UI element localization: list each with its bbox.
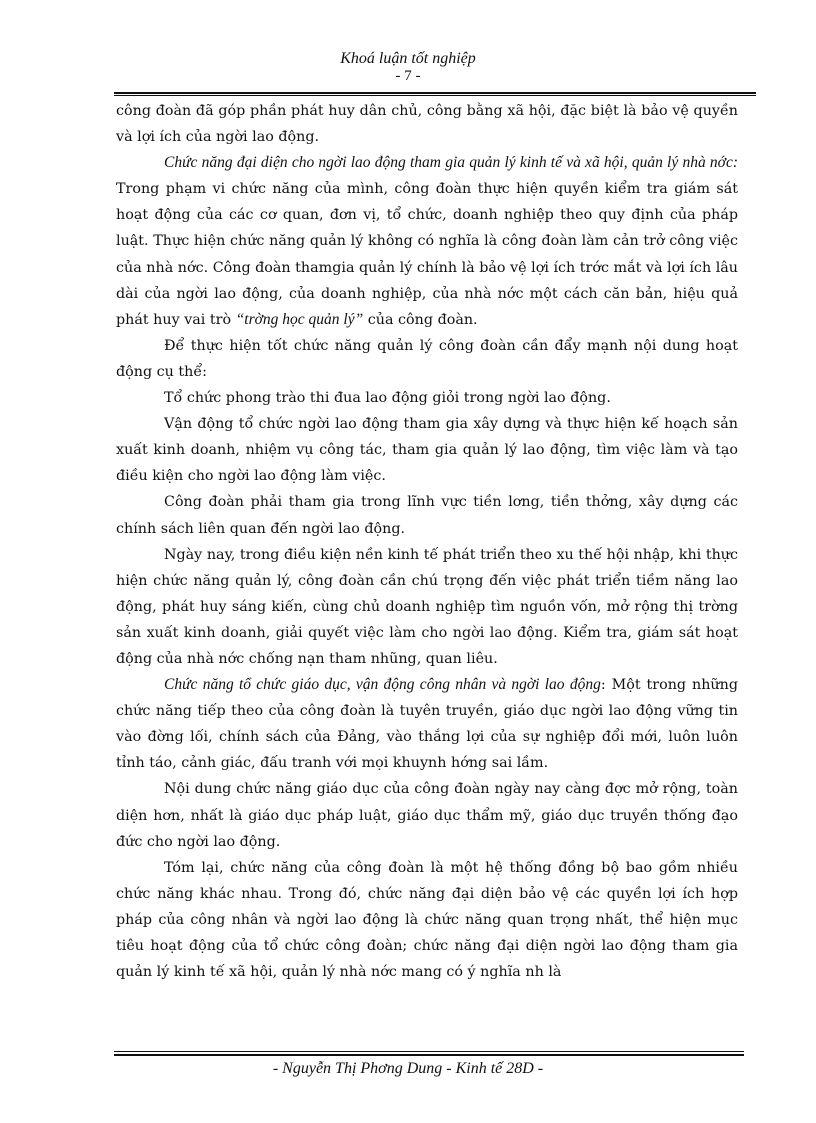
document-body <box>116 98 738 985</box>
footer-rule <box>114 1051 744 1056</box>
page-header-title: Khoá luận tốt nghiệp <box>340 50 476 67</box>
paragraph-text: Ngày nay, trong điều kiện nền kinh tế phát triển theo xu thế hội nhập, khi thực hiện chức năng quản lý, công đoàn cần chú trọng đến việc phát triển tiềm năng lao động, phát huy sáng kiến, cùng chủ doanh nghiệp tìm nguồn vốn, mở rộng thị trờng sản xuất kinh doanh, giải quyết việc làm cho ngời lao động. Kiểm tra, giám sát hoạt động của nhà nớc chống nạn tham nhũng, quan liêu. <box>116 546 738 667</box>
paragraph-text: Tổ chức phong trào thi đua lao động giỏi trong ngời lao động. <box>164 390 611 407</box>
paragraph <box>116 411 738 489</box>
paragraph-text: Vận động tổ chức ngời lao động tham gia xây dựng và thực hiện kế hoạch sản xuất kinh doanh, nhiệm vụ công tác, tham gia quản lý lao động, tìm việc làm và tạo điều kiện cho ngời lao động làm việc. <box>116 416 738 485</box>
paragraph <box>116 855 738 985</box>
paragraph <box>116 333 738 385</box>
paragraph <box>116 385 738 411</box>
paragraph <box>116 98 738 150</box>
header-rule <box>114 92 756 96</box>
paragraph-text: Nội dung chức năng giáo dục của công đoàn ngày nay càng đợc mở rộng, toàn diện hơn, nhất là giáo dục pháp luật, giáo dục thẩm mỹ, giáo dục truyền thống đạo đức cho ngời lao động. <box>116 781 738 850</box>
italic-quote: “trờng học quản lý” <box>235 310 364 328</box>
paragraph-text: của công đoàn. <box>363 311 478 328</box>
italic-lead: Chức năng đại diện cho ngời lao động tham gia quản lý kinh tế và xã hội, quản lý nhà nớc: <box>164 154 738 172</box>
paragraph-text: Công đoàn phải tham gia trong lĩnh vực tiền lơng, tiền thởng, xây dựng các chính sách liên quan đến ngời lao động. <box>116 494 738 537</box>
paragraph-text: Tóm lại, chức năng của công đoàn là một hệ thống đồng bộ bao gồm nhiều chức năng khác nhau. Trong đó, chức năng đại diện bảo vệ các quyền lợi ích hợp pháp của công nhân và ngời lao động là chức năng quan trọng nhất, thể hiện mục tiêu hoạt động của tổ chức công đoàn; chức năng đại diện ngời lao động tham gia quản lý kinh tế xã hội, quản lý nhà nớc mang có ý nghĩa nh là <box>116 859 738 981</box>
paragraph-text: Trong phạm vi chức năng của mình, công đoàn thực hiện quyền kiểm tra giám sát hoạt động của các cơ quan, đơn vị, tổ chức, doanh nghiệp theo quy định của pháp luật. Thực hiện chức năng quản lý không có nghĩa là công đoàn làm cản trở công việc của nhà nớc. Công đoàn thamgia quản lý chính là bảo vệ lợi ích trớc mắt và lợi ích lâu dài của ngời lao động, của doanh nghiệp, của nhà nớc một cách căn bản, hiệu quả phát huy vai trò <box>116 181 738 328</box>
page-footer: - Nguyễn Thị Phơng Dung - Kinh tế 28D - <box>272 1060 544 1077</box>
paragraph-text: : Một trong những chức năng tiếp theo của công đoàn là tuyên truyền, giáo dục ngời lao động vững tin vào đờng lối, chính sách của Đảng, vào thắng lợi của sự nghiệp đổi mới, luôn luôn tỉnh táo, cảnh giác, đấu tranh với mọi khuynh hớng sai lầm. <box>116 677 738 772</box>
paragraph-text: Để thực hiện tốt chức năng quản lý công đoàn cần đẩy mạnh nội dung hoạt động cụ thể: <box>116 337 738 380</box>
paragraph <box>116 542 738 672</box>
page-number: - 7 - <box>395 68 421 84</box>
italic-lead: Chức năng tổ chức giáo dục, vận động công nhân và ngời lao động <box>164 676 601 694</box>
paragraph <box>116 489 738 541</box>
paragraph <box>116 672 738 776</box>
paragraph <box>116 150 738 333</box>
paragraph <box>116 776 738 854</box>
paragraph-text: công đoàn đã góp phần phát huy dân chủ, công bằng xã hội, đặc biệt là bảo vệ quyền và lợi ích của ngời lao động. <box>116 103 738 146</box>
